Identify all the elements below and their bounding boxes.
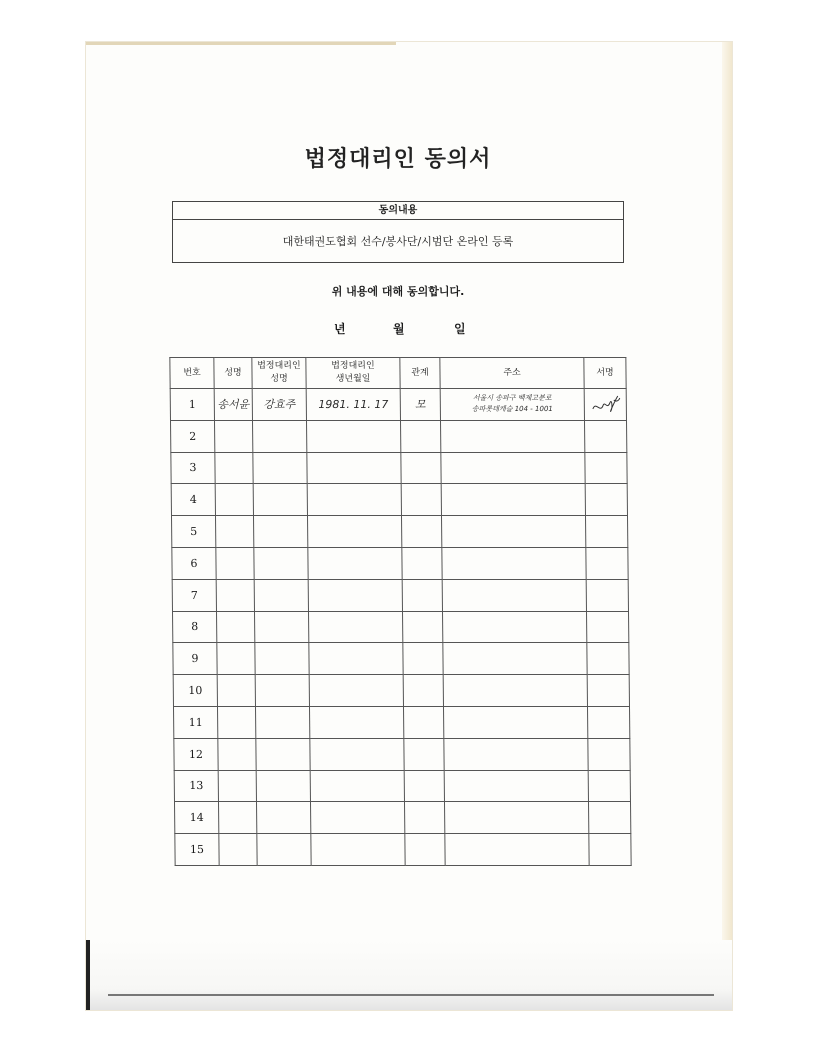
row-signature — [584, 389, 626, 421]
row-signature — [587, 675, 629, 707]
row-name — [217, 643, 255, 675]
row-address-line2: 송파롯데캐슬 104 - 1001 — [471, 405, 553, 414]
row-address — [441, 484, 585, 516]
table-row — [173, 706, 629, 738]
row-signature — [586, 579, 628, 611]
row-signature — [587, 706, 629, 738]
row-guardian-name — [257, 834, 311, 866]
row-guardian-dob — [309, 675, 403, 707]
row-guardian-name — [253, 484, 307, 516]
table-row — [172, 579, 628, 611]
row-number: 4 — [171, 484, 215, 516]
row-guardian-dob — [310, 738, 404, 770]
header-signature: 서명 — [584, 358, 626, 389]
date-day: 일 — [454, 322, 466, 336]
row-relation — [403, 643, 443, 675]
table-row — [171, 452, 627, 484]
row-guardian-name — [253, 516, 307, 548]
row-number: 12 — [174, 738, 218, 770]
row-relation — [401, 516, 441, 548]
row-address — [444, 770, 588, 802]
table-row — [171, 484, 627, 516]
row-guardian-name — [256, 738, 310, 770]
table-row — [174, 770, 630, 802]
row-address — [442, 611, 586, 643]
row-guardian-dob — [308, 547, 402, 579]
row-number: 14 — [174, 802, 218, 834]
row-guardian-name — [254, 611, 308, 643]
row-guardian-dob — [310, 770, 404, 802]
table-row — [174, 738, 630, 770]
row-number: 8 — [172, 611, 216, 643]
row-guardian-dob — [310, 802, 404, 834]
row-name — [217, 706, 255, 738]
scan-shadow — [86, 940, 90, 1010]
row-relation — [404, 770, 444, 802]
row-address — [444, 802, 588, 834]
header-guardian-dob-line1: 법정대리인 — [331, 361, 375, 371]
row-number: 9 — [173, 643, 217, 675]
row-relation — [404, 738, 444, 770]
row-guardian-dob — [308, 611, 402, 643]
table-header-row — [170, 358, 626, 389]
header-guardian-name-line1: 법정대리인 — [257, 361, 301, 371]
table-row — [174, 802, 630, 834]
row-name — [217, 675, 255, 707]
row-relation — [400, 420, 440, 452]
table-row — [173, 675, 629, 707]
row-guardian-dob — [309, 643, 403, 675]
row-signature — [589, 834, 631, 866]
row-guardian-name — [252, 420, 306, 452]
row-name: 송서윤 — [214, 389, 252, 421]
row-name — [218, 802, 256, 834]
row-guardian-dob — [309, 706, 403, 738]
row-name — [215, 452, 253, 484]
row-number: 10 — [173, 675, 217, 707]
row-guardian-dob — [308, 579, 402, 611]
header-relation: 관계 — [400, 358, 440, 389]
row-address — [442, 547, 586, 579]
row-number: 1 — [170, 389, 214, 421]
document-title: 법정대리인 동의서 — [304, 147, 492, 172]
row-guardian-name — [253, 452, 307, 484]
row-signature — [586, 547, 628, 579]
signature-scribble — [589, 391, 621, 417]
row-guardian-name — [255, 643, 309, 675]
scan-bottom-edge — [86, 940, 732, 1010]
row-name — [219, 834, 257, 866]
row-name — [218, 738, 256, 770]
row-signature — [585, 484, 627, 516]
table-row — [170, 389, 626, 421]
row-address — [440, 420, 584, 452]
row-signature — [586, 611, 628, 643]
row-signature — [588, 770, 630, 802]
date-year: 년 — [334, 322, 346, 336]
row-name — [215, 484, 253, 516]
consent-content: 대한태권도협회 선수/봉사단/시범단 온라인 등록 — [282, 235, 514, 248]
date-month: 월 — [393, 322, 405, 336]
consent-box — [172, 201, 624, 263]
row-signature — [588, 802, 630, 834]
header-guardian-dob — [306, 358, 400, 389]
row-address — [442, 579, 586, 611]
row-address — [443, 706, 587, 738]
consent-header: 동의내용 — [173, 202, 623, 220]
row-signature — [585, 452, 627, 484]
table-row — [175, 834, 631, 866]
header-no: 번호 — [170, 358, 214, 389]
row-relation — [403, 706, 443, 738]
header-guardian-dob-line2: 생년월일 — [335, 374, 371, 384]
table-row — [173, 643, 629, 675]
row-guardian-name — [254, 579, 308, 611]
row-signature — [585, 516, 627, 548]
row-number: 7 — [172, 579, 216, 611]
row-guardian-dob — [307, 452, 401, 484]
row-name — [216, 579, 254, 611]
row-guardian-name: 강효주 — [252, 389, 306, 421]
row-number: 11 — [173, 706, 217, 738]
row-relation — [401, 484, 441, 516]
row-address — [441, 452, 585, 484]
row-number: 3 — [171, 452, 215, 484]
row-number: 2 — [170, 420, 214, 452]
header-guardian-name-line2: 성명 — [270, 374, 288, 384]
row-guardian-dob — [307, 484, 401, 516]
row-guardian-dob: 1981. 11. 17 — [306, 389, 400, 421]
row-number: 6 — [172, 547, 216, 579]
row-address — [445, 834, 589, 866]
row-relation — [403, 675, 443, 707]
row-guardian-dob — [311, 834, 405, 866]
row-guardian-name — [256, 770, 310, 802]
row-relation — [402, 611, 442, 643]
row-name — [216, 611, 254, 643]
row-guardian-name — [256, 802, 310, 834]
row-guardian-name — [255, 706, 309, 738]
row-address — [443, 675, 587, 707]
row-relation — [402, 547, 442, 579]
row-address — [444, 738, 588, 770]
row-number: 15 — [175, 834, 219, 866]
paper-edge — [722, 42, 732, 1010]
row-address-line1: 서울시 송파구 백제고분로 — [472, 394, 552, 403]
row-signature — [587, 643, 629, 675]
row-name — [215, 516, 253, 548]
row-relation: 모 — [400, 389, 440, 421]
row-guardian-dob — [307, 516, 401, 548]
row-address — [443, 643, 587, 675]
table-row — [172, 547, 628, 579]
header-address: 주소 — [440, 358, 584, 389]
scan-edge — [86, 42, 396, 45]
header-guardian-name — [252, 358, 306, 389]
row-relation — [404, 802, 444, 834]
row-number: 13 — [174, 770, 218, 802]
row-relation — [401, 452, 441, 484]
row-signature — [584, 420, 626, 452]
row-signature — [588, 738, 630, 770]
header-name: 성명 — [214, 358, 252, 389]
agree-statement: 위 내용에 대해 동의합니다. — [331, 285, 465, 298]
guardian-table — [169, 357, 631, 866]
row-address — [441, 516, 585, 548]
table-row — [170, 420, 626, 452]
row-guardian-name — [254, 547, 308, 579]
row-name — [216, 547, 254, 579]
row-name — [218, 770, 256, 802]
row-guardian-dob — [306, 420, 400, 452]
table-row — [172, 611, 628, 643]
row-address — [440, 389, 584, 421]
row-relation — [402, 579, 442, 611]
row-number: 5 — [171, 516, 215, 548]
row-guardian-name — [255, 675, 309, 707]
row-name — [214, 420, 252, 452]
row-relation — [405, 834, 445, 866]
table-row — [171, 516, 627, 548]
